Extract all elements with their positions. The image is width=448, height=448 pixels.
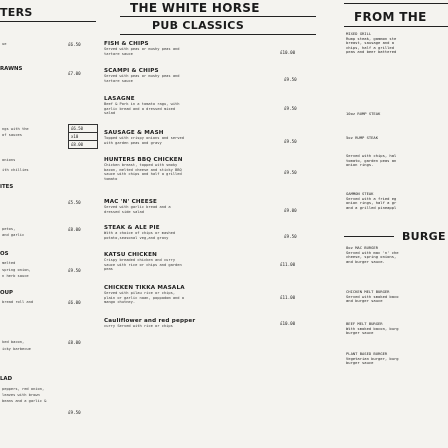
item-desc: With a choice of chips or mashed potato,seasonal veg,and gravy	[104, 231, 176, 240]
item-name: SAUSAGE & MASH	[104, 130, 164, 136]
starters-title: TERS	[0, 6, 96, 22]
item-price: £9.50	[284, 106, 297, 111]
item-price: £10.00	[280, 50, 296, 55]
left-row: ITES	[0, 184, 14, 190]
burger-item: CHICKEN MELT BURGER Served with smoked baco and burger sauce	[346, 289, 399, 304]
left-row: of sauces	[2, 133, 22, 137]
left-row: OS	[0, 251, 9, 257]
item-name: SCAMPI & CHIPS	[104, 68, 159, 74]
burgers-title: BURGE	[402, 230, 446, 243]
box-cell: x10	[69, 133, 97, 141]
item-price: £10.00	[280, 321, 296, 326]
item-desc: Served with garlic bread and a dressed side salad	[104, 205, 171, 214]
from-the-grill-column	[342, 0, 448, 448]
left-price: £5.50	[68, 200, 81, 205]
left-row: leaves with brown	[2, 393, 40, 397]
left-price: £7.00	[68, 71, 81, 76]
item-desc: Served with peas or mushy peas and tartare sauce	[104, 47, 180, 56]
item-desc: Beef & Pork in a tomato ragu, with garlic bread and a dressed mixed salad	[104, 102, 180, 116]
left-row: beans and a garlic &	[2, 399, 47, 403]
menu-item	[104, 157, 336, 181]
grill-title: FROM THE	[354, 10, 427, 24]
burger-item: PLANT BASED BURGER Vegetarian burger, burg burger sauce	[346, 351, 399, 366]
item-name: STEAK & ALE PIE	[104, 225, 160, 231]
left-price: £9.50	[68, 268, 81, 273]
menu-item	[104, 318, 336, 329]
title-underline	[120, 34, 316, 35]
left-row: and garlic	[2, 233, 25, 237]
left-price: £8.00	[68, 227, 81, 232]
pub-classics-column	[104, 0, 336, 448]
item-name: FISH & CHIPS	[104, 41, 149, 47]
left-row: LAD	[0, 376, 13, 382]
steak-name: 5oz RUMP STEAK	[346, 135, 379, 140]
left-row: petos,	[2, 227, 16, 231]
left-row: ith chillies	[2, 168, 29, 172]
item-price: £9.50	[284, 234, 297, 239]
item-price: £9.50	[284, 139, 297, 144]
item-desc: Served with pilau rice or chips, plain or garlic naan, poppadom and a mango chutney.	[104, 291, 184, 305]
item-name: Cauliflower and red pepper	[104, 318, 196, 324]
box-cell: £6.50	[69, 125, 97, 133]
gammon-steak: GAMMON STEAK Served with a fried eg onion rings, half a gr and a grilled pineappl	[346, 191, 397, 210]
title-rule	[344, 26, 448, 27]
item-price: £9.00	[284, 208, 297, 213]
left-row: melted	[2, 261, 16, 265]
left-price: £8.00	[68, 340, 81, 345]
left-price: £6.50	[68, 42, 81, 47]
item-desc: Chicken breast, topped with smoky bacon, melted cheese and sticky BBQ sauce with chips and half a grilled tomato	[104, 163, 182, 181]
menu-item	[104, 68, 336, 83]
left-row: ue	[2, 42, 7, 46]
item-name: LASAGNE	[104, 96, 135, 102]
left-row: ked bacon,	[2, 340, 25, 344]
menu-item	[104, 285, 336, 305]
left-row: ngs with the	[2, 127, 29, 131]
left-row: peppers, red onion,	[2, 387, 45, 391]
left-price: £6.00	[68, 300, 81, 305]
menu-item	[104, 225, 336, 240]
pub-name: THE WHITE HORSE	[130, 1, 260, 15]
starters-column	[0, 0, 100, 448]
title-rule	[344, 3, 448, 4]
mixed-grill: MIXED GRILL Rump steak, gammon ste breast, sausage and a chips, half a grilled peas and beer battered	[346, 31, 397, 55]
item-name: KATSU CHICKEN	[104, 252, 157, 258]
menu-item	[104, 199, 336, 214]
item-desc: Served with peas or mushy peas and tartare sauce	[104, 74, 180, 83]
price-box	[68, 124, 98, 149]
item-name: HUNTERS BBQ CHICKEN	[104, 157, 183, 163]
left-row: n herb sauce	[2, 274, 29, 278]
left-row: RAWNS	[0, 66, 23, 72]
left-row: bread roll and	[2, 300, 34, 304]
menu-item	[104, 252, 336, 272]
item-price: £9.50	[284, 170, 297, 175]
left-row: OUP	[0, 290, 13, 296]
burger-item: BEEF MELT BURGER With smoked bacon, burg burger sauce	[346, 321, 399, 336]
left-row: onions	[2, 158, 16, 162]
steak-name: 10oz RUMP STEAK	[346, 111, 381, 116]
item-name: CHICKEN TIKKA MASALA	[104, 285, 185, 291]
box-cell: £8.00	[71, 142, 84, 147]
menu-item	[104, 130, 336, 145]
item-desc: Crispy breaded chicken and curry sauce with rice or chips and garden peas	[104, 258, 182, 272]
steak-desc: Served with chips, hal tomato, garden peas an onion rings.	[346, 153, 397, 168]
item-price: £9.50	[284, 77, 297, 82]
burger-item: 8oz MAC BURGER Served with mac 'n' che cheese, spring onions, and burger sauce.	[346, 245, 399, 264]
item-name: MAC 'N' CHEESE	[104, 199, 158, 205]
item-desc: curry Served with rice or chips	[104, 324, 173, 328]
left-row: icky barbecue	[2, 347, 31, 351]
item-price: £11.00	[280, 295, 296, 300]
menu-item	[104, 96, 336, 116]
menu-item	[104, 41, 336, 56]
item-desc: Topped with crispy onions and served with garden peas and gravy	[104, 136, 184, 145]
title-underline	[120, 16, 316, 17]
burger-rule	[344, 236, 394, 237]
left-price: £9.50	[68, 410, 81, 415]
left-row: spring onion,	[2, 268, 31, 272]
section-title: PUB CLASSICS	[152, 19, 245, 32]
item-price: £11.00	[280, 262, 296, 267]
